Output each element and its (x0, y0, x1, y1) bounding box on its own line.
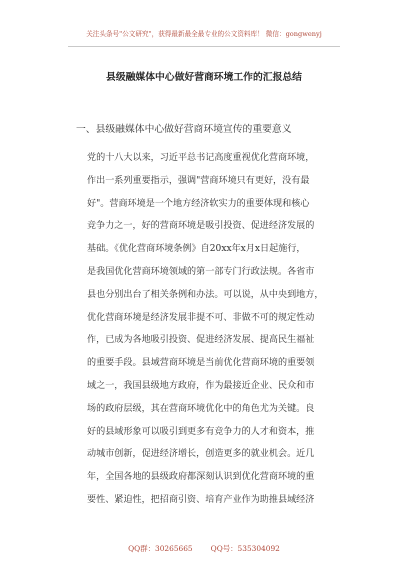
body-line: 域之一，我国县级地方政府，作为最接近企业、民众和市 (87, 380, 315, 391)
body-line: 的重要手段。县域营商环境是当前优化营商环境的重要领 (87, 358, 315, 369)
header-divider (68, 46, 340, 47)
body-line: 年，全国各地的县级政府都深刻认识到优化营商环境的重 (87, 472, 315, 483)
body-line: 竞争力之一，好的营商环境是吸引投资、促进经济发展的 (87, 221, 315, 232)
body-line: 基础。《优化营商环境条例》自20xx年x月x日起施行， (87, 244, 306, 255)
body-line: 场的政府层级，其在营商环境优化中的角色尤为关键。良 (87, 403, 315, 414)
body-line: 要性、紧迫性，把招商引资、培育产业作为助推县域经济 (87, 494, 315, 505)
body-line: 作出一系列重要指示，强调"营商环境只有更好，没有最 (87, 175, 310, 186)
body-line: 好的县域形象可以吸引到更多有竞争力的人才和资本，推 (87, 426, 315, 437)
body-paragraph (87, 150, 345, 515)
body-line: 县也分别出台了相关条例和办法。可以说，从中央到地方， (87, 289, 324, 300)
footer-qq-number: QQ号：535304092 (210, 544, 280, 553)
header-note: 关注头条号"公文研究"，获得最新最全最专业的公文资料库！ 微信：gongwenyj (86, 30, 322, 38)
body-line: 动城市创新，促进经济增长，创造更多的就业机会。近几 (87, 449, 315, 460)
footer-contact (0, 543, 408, 554)
body-line: 优化营商环境是经济发展非提不可、非做不可的规定性动 (87, 312, 315, 323)
section-heading: 一、县级融媒体中心做好营商环境宣传的重要意义 (76, 124, 292, 135)
body-line: 党的十八大以来，习近平总书记高度重视优化营商环境， (87, 153, 315, 163)
document-title: 县级融媒体中心做好营商环境工作的汇报总结 (106, 72, 302, 83)
body-line: 好"。营商环境是一个地方经济软实力的重要体现和核心 (87, 198, 310, 209)
body-line: 是我国优化营商环境领域的第一部专门行政法规。各省市 (87, 266, 315, 277)
body-line: 作，已成为各地吸引投资、促进经济发展、提高民生福祉 (87, 335, 315, 346)
footer-qq-group: QQ群：30265665 (128, 544, 193, 553)
